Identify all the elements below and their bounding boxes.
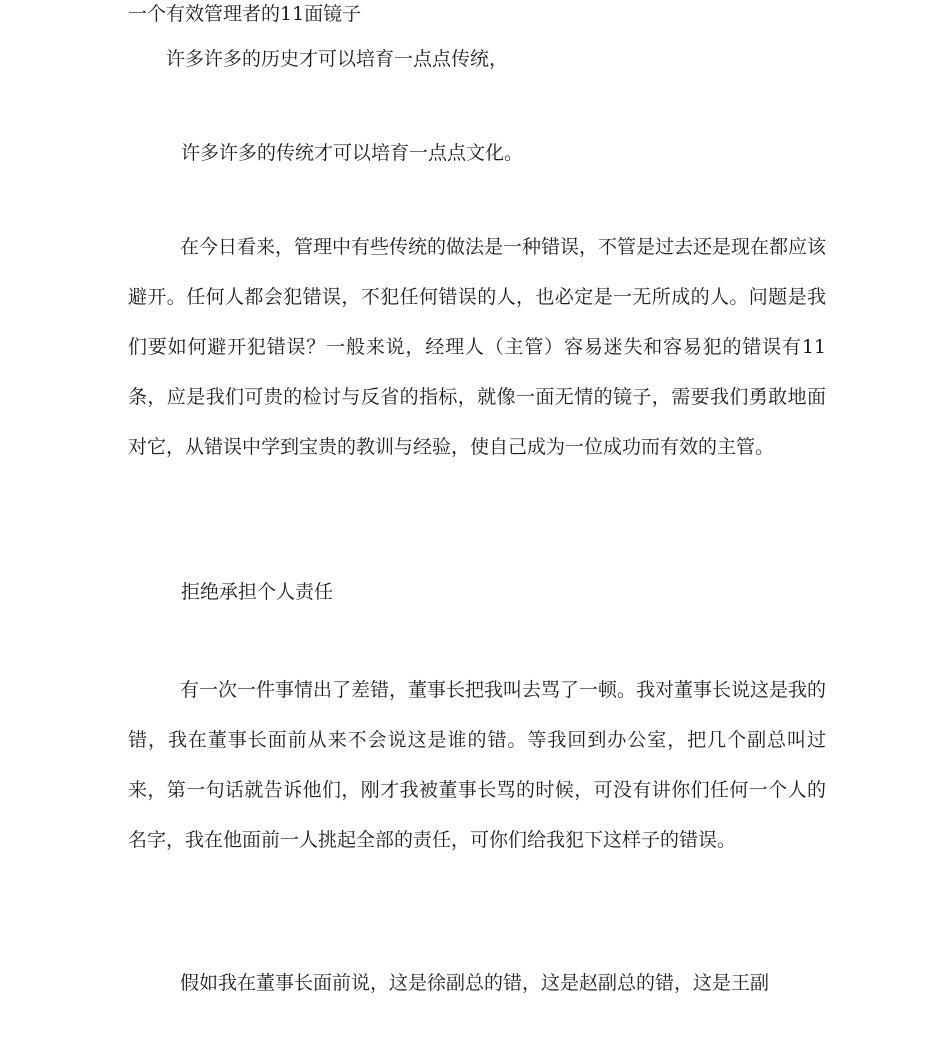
- paragraph-3: 假如我在董事长面前说，这是徐副总的错，这是赵副总的错，这是王副: [180, 972, 770, 994]
- paragraph-2: 有一次一件事情出了差错，董事长把我叫去骂了一顿。我对董事长说这是我的错，我在董事长面前从来不会说这是谁的错。等我回到办公室，把几个副总叫过来，第一句话就告诉他们，刚才我被董事长骂的时候，可没有讲你们任何一个人的名字，我在他面前一人挑起全部的责任，可你们给我犯下这样子的错误。: [128, 679, 827, 851]
- intro-line-1: 许多许多的历史才可以培育一点点传统，: [166, 48, 509, 70]
- intro-line-2: 许多许多的传统才可以培育一点点文化。: [181, 142, 524, 164]
- paragraph-1: 在今日看来，管理中有些传统的做法是一种错误，不管是过去还是现在都应该避开。任何人都会犯错误，不犯任何错误的人，也必定是一无所成的人。问题是我们要如何避开犯错误？一般来说，经理人（主管）容易迷失和容易犯的错误有11条，应是我们可贵的检讨与反省的指标，就像一面无情的镜子，需要我们勇敢地面对它，从错误中学到宝贵的教训与经验，使自己成为一位成功而有效的主管。: [128, 236, 827, 458]
- document-title: 一个有效管理者的11面镜子: [128, 3, 362, 25]
- section-heading: 拒绝承担个人责任: [181, 581, 334, 603]
